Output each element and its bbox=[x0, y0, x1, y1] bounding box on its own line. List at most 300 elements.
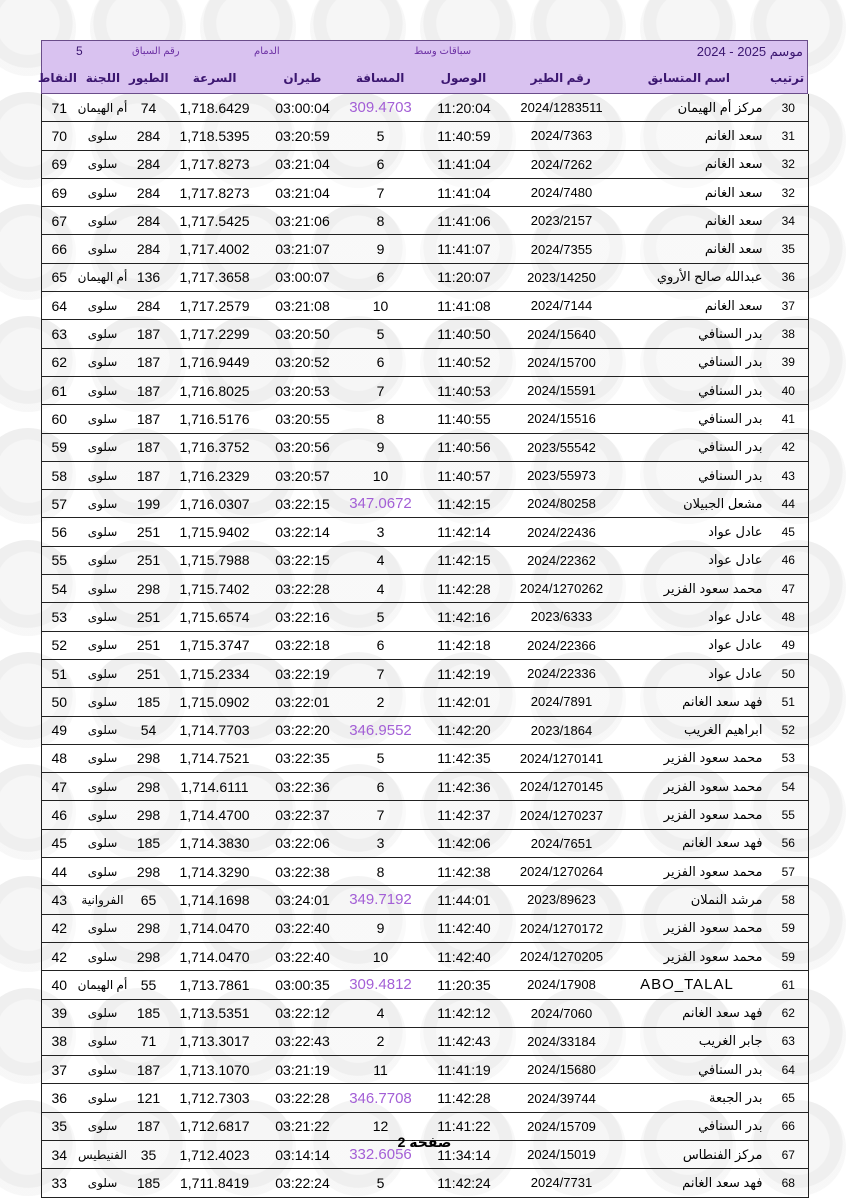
distance: 8 bbox=[345, 405, 417, 433]
rank-cell: 51 bbox=[769, 688, 809, 716]
table-row bbox=[42, 433, 809, 461]
bird-ring-number: 2024/7355 bbox=[512, 235, 612, 263]
distance: 11 bbox=[345, 1056, 417, 1084]
speed: 1,715.2334 bbox=[169, 659, 261, 687]
distance: 2 bbox=[345, 1027, 417, 1055]
committee: سلوى bbox=[77, 178, 129, 206]
table-row bbox=[42, 405, 809, 433]
col-birds: الطيور bbox=[128, 71, 169, 85]
speed: 1,713.7861 bbox=[169, 971, 261, 999]
bird-ring-number: 2024/7144 bbox=[512, 292, 612, 320]
table-row bbox=[42, 773, 809, 801]
birds-count: 251 bbox=[129, 659, 169, 687]
distance: 346.9552 bbox=[345, 716, 417, 744]
rank-cell: 64 bbox=[769, 1056, 809, 1084]
points: 53 bbox=[42, 603, 77, 631]
distance: 10 bbox=[345, 942, 417, 970]
flight-duration: 03:22:12 bbox=[261, 999, 345, 1027]
committee: سلوى bbox=[77, 575, 129, 603]
points: 49 bbox=[42, 716, 77, 744]
bird-ring-number: 2024/15700 bbox=[512, 348, 612, 376]
arrival-time: 11:40:55 bbox=[417, 405, 512, 433]
points: 59 bbox=[42, 433, 77, 461]
competitor-name: مشعل الجبيلان bbox=[612, 490, 769, 518]
bird-ring-number: 2024/1270237 bbox=[512, 801, 612, 829]
birds-count: 298 bbox=[129, 575, 169, 603]
birds-count: 298 bbox=[129, 858, 169, 886]
committee: سلوى bbox=[77, 1112, 129, 1140]
col-arrival: الوصول bbox=[440, 71, 487, 85]
arrival-time: 11:41:06 bbox=[417, 207, 512, 235]
speed: 1,717.2299 bbox=[169, 320, 261, 348]
points: 70 bbox=[42, 122, 77, 150]
committee: سلوى bbox=[77, 348, 129, 376]
speed: 1,716.8025 bbox=[169, 376, 261, 404]
rank-cell: 32 bbox=[769, 178, 809, 206]
flight-duration: 03:22:06 bbox=[261, 829, 345, 857]
points: 52 bbox=[42, 631, 77, 659]
committee: سلوى bbox=[77, 122, 129, 150]
bird-ring-number: 2024/33184 bbox=[512, 1027, 612, 1055]
bird-ring-number: 2024/7363 bbox=[512, 122, 612, 150]
speed: 1,716.0307 bbox=[169, 490, 261, 518]
distance: 309.4812 bbox=[345, 971, 417, 999]
distance: 2 bbox=[345, 688, 417, 716]
birds-count: 284 bbox=[129, 235, 169, 263]
rank-cell: 37 bbox=[769, 292, 809, 320]
points: 55 bbox=[42, 546, 77, 574]
flight-duration: 03:00:35 bbox=[261, 971, 345, 999]
competitor-name: فهد سعد الغانم bbox=[612, 999, 769, 1027]
competitor-name: مركز أم الهيمان bbox=[612, 94, 769, 122]
speed: 1,714.1698 bbox=[169, 886, 261, 914]
committee: سلوى bbox=[77, 235, 129, 263]
arrival-time: 11:42:15 bbox=[417, 546, 512, 574]
bird-ring-number: 2024/1283511 bbox=[512, 94, 612, 122]
bird-ring-number: 2024/7651 bbox=[512, 829, 612, 857]
arrival-time: 11:42:43 bbox=[417, 1027, 512, 1055]
distance: 9 bbox=[345, 235, 417, 263]
col-rank: ترتيب bbox=[770, 71, 805, 85]
rank-cell: 54 bbox=[769, 773, 809, 801]
competitor-name: عادل عواد bbox=[612, 659, 769, 687]
points: 54 bbox=[42, 575, 77, 603]
birds-count: 187 bbox=[129, 1056, 169, 1084]
competitor-name: سعد الغانم bbox=[612, 178, 769, 206]
rank-cell: 46 bbox=[769, 546, 809, 574]
committee: سلوى bbox=[77, 518, 129, 546]
rank-cell: 65 bbox=[769, 1084, 809, 1112]
competitor-name: سعد الغانم bbox=[612, 292, 769, 320]
table-row bbox=[42, 971, 809, 999]
arrival-time: 11:40:50 bbox=[417, 320, 512, 348]
bird-ring-number: 2024/7060 bbox=[512, 999, 612, 1027]
arrival-time: 11:42:36 bbox=[417, 773, 512, 801]
bird-ring-number: 2023/55542 bbox=[512, 433, 612, 461]
distance: 5 bbox=[345, 1169, 417, 1197]
flight-duration: 03:22:01 bbox=[261, 688, 345, 716]
table-row bbox=[42, 122, 809, 150]
committee: سلوى bbox=[77, 1056, 129, 1084]
committee: سلوى bbox=[77, 376, 129, 404]
birds-count: 185 bbox=[129, 688, 169, 716]
speed: 1,718.6429 bbox=[169, 94, 261, 122]
birds-count: 136 bbox=[129, 263, 169, 291]
competitor-name: بدر السنافي bbox=[612, 405, 769, 433]
competitor-name: بدر السنافي bbox=[612, 461, 769, 489]
race-type: سباقات وسط bbox=[414, 46, 472, 57]
committee: سلوى bbox=[77, 631, 129, 659]
competitor-name: بدر السنافي bbox=[612, 1056, 769, 1084]
competitor-name: محمد سعود الفزير bbox=[612, 773, 769, 801]
column-headers bbox=[37, 71, 807, 91]
speed: 1,714.7521 bbox=[169, 744, 261, 772]
points: 36 bbox=[42, 1084, 77, 1112]
competitor-name: محمد سعود الفزير bbox=[612, 801, 769, 829]
points: 56 bbox=[42, 518, 77, 546]
arrival-time: 11:40:57 bbox=[417, 461, 512, 489]
arrival-time: 11:42:12 bbox=[417, 999, 512, 1027]
birds-count: 187 bbox=[129, 1112, 169, 1140]
competitor-name: ABO_TALAL bbox=[612, 971, 769, 999]
rank-cell: 36 bbox=[769, 263, 809, 291]
points: 71 bbox=[42, 94, 77, 122]
birds-count: 121 bbox=[129, 1084, 169, 1112]
arrival-time: 11:41:22 bbox=[417, 1112, 512, 1140]
speed: 1,717.5425 bbox=[169, 207, 261, 235]
flight-duration: 03:21:04 bbox=[261, 178, 345, 206]
arrival-time: 11:42:40 bbox=[417, 914, 512, 942]
bird-ring-number: 2023/55973 bbox=[512, 461, 612, 489]
points: 61 bbox=[42, 376, 77, 404]
bird-ring-number: 2024/15709 bbox=[512, 1112, 612, 1140]
birds-count: 185 bbox=[129, 1169, 169, 1197]
distance: 309.4703 bbox=[345, 94, 417, 122]
competitor-name: جابر الغريب bbox=[612, 1027, 769, 1055]
rank-cell: 32 bbox=[769, 150, 809, 178]
competitor-name: محمد سعود الفزير bbox=[612, 914, 769, 942]
table-row bbox=[42, 461, 809, 489]
speed: 1,715.0902 bbox=[169, 688, 261, 716]
col-speed: السرعة bbox=[192, 71, 237, 85]
distance: 4 bbox=[345, 546, 417, 574]
bird-ring-number: 2024/39744 bbox=[512, 1084, 612, 1112]
points: 50 bbox=[42, 688, 77, 716]
competitor-name: سعد الغانم bbox=[612, 150, 769, 178]
points: 67 bbox=[42, 207, 77, 235]
competitor-name: بدر السنافي bbox=[612, 348, 769, 376]
distance: 10 bbox=[345, 461, 417, 489]
flight-duration: 03:20:59 bbox=[261, 122, 345, 150]
committee: سلوى bbox=[77, 744, 129, 772]
birds-count: 251 bbox=[129, 546, 169, 574]
competitor-name: عادل عواد bbox=[612, 631, 769, 659]
col-flight: طيران bbox=[283, 71, 322, 85]
bird-ring-number: 2023/14250 bbox=[512, 263, 612, 291]
competitor-name: سعد الغانم bbox=[612, 207, 769, 235]
competitor-name: محمد سعود الفزير bbox=[612, 942, 769, 970]
arrival-time: 11:42:28 bbox=[417, 575, 512, 603]
distance: 9 bbox=[345, 433, 417, 461]
table-row bbox=[42, 744, 809, 772]
arrival-time: 11:42:38 bbox=[417, 858, 512, 886]
speed: 1,718.5395 bbox=[169, 122, 261, 150]
distance: 347.0672 bbox=[345, 490, 417, 518]
committee: سلوى bbox=[77, 801, 129, 829]
speed: 1,712.7303 bbox=[169, 1084, 261, 1112]
speed: 1,713.3017 bbox=[169, 1027, 261, 1055]
flight-duration: 03:22:14 bbox=[261, 518, 345, 546]
distance: 4 bbox=[345, 999, 417, 1027]
speed: 1,714.4700 bbox=[169, 801, 261, 829]
distance: 5 bbox=[345, 744, 417, 772]
rank-cell: 38 bbox=[769, 320, 809, 348]
rank-cell: 50 bbox=[769, 659, 809, 687]
committee: سلوى bbox=[77, 546, 129, 574]
committee: سلوى bbox=[77, 603, 129, 631]
birds-count: 187 bbox=[129, 376, 169, 404]
table-row bbox=[42, 716, 809, 744]
flight-duration: 03:21:04 bbox=[261, 150, 345, 178]
table-row bbox=[42, 631, 809, 659]
race-city: الدمام bbox=[254, 46, 280, 57]
bird-ring-number: 2024/22362 bbox=[512, 546, 612, 574]
arrival-time: 11:42:01 bbox=[417, 688, 512, 716]
rank-cell: 39 bbox=[769, 348, 809, 376]
rank-cell: 41 bbox=[769, 405, 809, 433]
rank-cell: 58 bbox=[769, 886, 809, 914]
arrival-time: 11:20:35 bbox=[417, 971, 512, 999]
committee: سلوى bbox=[77, 688, 129, 716]
points: 69 bbox=[42, 178, 77, 206]
distance: 346.7708 bbox=[345, 1084, 417, 1112]
points: 46 bbox=[42, 801, 77, 829]
table-row bbox=[42, 263, 809, 291]
bird-ring-number: 2024/1270264 bbox=[512, 858, 612, 886]
speed: 1,715.9402 bbox=[169, 518, 261, 546]
flight-duration: 03:21:08 bbox=[261, 292, 345, 320]
competitor-name: عادل عواد bbox=[612, 603, 769, 631]
points: 60 bbox=[42, 405, 77, 433]
bird-ring-number: 2024/1270145 bbox=[512, 773, 612, 801]
rank-cell: 45 bbox=[769, 518, 809, 546]
points: 38 bbox=[42, 1027, 77, 1055]
distance: 9 bbox=[345, 914, 417, 942]
col-committee: اللجنة bbox=[85, 71, 121, 85]
birds-count: 185 bbox=[129, 999, 169, 1027]
table-row bbox=[42, 688, 809, 716]
birds-count: 298 bbox=[129, 744, 169, 772]
birds-count: 187 bbox=[129, 320, 169, 348]
committee: سلوى bbox=[77, 405, 129, 433]
points: 69 bbox=[42, 150, 77, 178]
points: 35 bbox=[42, 1112, 77, 1140]
birds-count: 251 bbox=[129, 631, 169, 659]
committee: أم الهيمان bbox=[77, 971, 129, 999]
bird-ring-number: 2023/1864 bbox=[512, 716, 612, 744]
table-row bbox=[42, 376, 809, 404]
bird-ring-number: 2024/1270172 bbox=[512, 914, 612, 942]
arrival-time: 11:40:52 bbox=[417, 348, 512, 376]
rank-cell: 61 bbox=[769, 971, 809, 999]
distance: 7 bbox=[345, 178, 417, 206]
birds-count: 298 bbox=[129, 914, 169, 942]
points: 43 bbox=[42, 886, 77, 914]
points: 48 bbox=[42, 744, 77, 772]
flight-duration: 03:22:24 bbox=[261, 1169, 345, 1197]
speed: 1,712.6817 bbox=[169, 1112, 261, 1140]
arrival-time: 11:34:14 bbox=[417, 1140, 512, 1168]
arrival-time: 11:44:01 bbox=[417, 886, 512, 914]
speed: 1,716.9449 bbox=[169, 348, 261, 376]
speed: 1,714.0470 bbox=[169, 942, 261, 970]
table-row bbox=[42, 1027, 809, 1055]
bird-ring-number: 2024/17908 bbox=[512, 971, 612, 999]
bird-ring-number: 2024/15591 bbox=[512, 376, 612, 404]
birds-count: 251 bbox=[129, 603, 169, 631]
bird-ring-number: 2024/7891 bbox=[512, 688, 612, 716]
committee: الفنيطيس bbox=[77, 1140, 129, 1168]
speed: 1,717.2579 bbox=[169, 292, 261, 320]
competitor-name: بدر السنافي bbox=[612, 1112, 769, 1140]
committee: سلوى bbox=[77, 1084, 129, 1112]
bird-ring-number: 2024/7480 bbox=[512, 178, 612, 206]
competitor-name: محمد سعود الفزير bbox=[612, 858, 769, 886]
flight-duration: 03:22:36 bbox=[261, 773, 345, 801]
distance: 4 bbox=[345, 575, 417, 603]
distance: 332.6056 bbox=[345, 1140, 417, 1168]
rank-cell: 43 bbox=[769, 461, 809, 489]
table-row bbox=[42, 801, 809, 829]
distance: 5 bbox=[345, 320, 417, 348]
bird-ring-number: 2024/22366 bbox=[512, 631, 612, 659]
birds-count: 54 bbox=[129, 716, 169, 744]
speed: 1,711.8419 bbox=[169, 1169, 261, 1197]
committee: سلوى bbox=[77, 150, 129, 178]
speed: 1,713.5351 bbox=[169, 999, 261, 1027]
points: 39 bbox=[42, 999, 77, 1027]
distance: 6 bbox=[345, 631, 417, 659]
col-name: اسم المتسابق bbox=[647, 71, 730, 85]
committee: سلوى bbox=[77, 1027, 129, 1055]
competitor-name: عبدالله صالح الأروي bbox=[612, 263, 769, 291]
speed: 1,715.6574 bbox=[169, 603, 261, 631]
competitor-name: مركز الفنطاس bbox=[612, 1140, 769, 1168]
birds-count: 187 bbox=[129, 348, 169, 376]
bird-ring-number: 2023/6333 bbox=[512, 603, 612, 631]
bird-ring-number: 2023/89623 bbox=[512, 886, 612, 914]
speed: 1,717.8273 bbox=[169, 178, 261, 206]
points: 34 bbox=[42, 1140, 77, 1168]
report-header bbox=[37, 40, 808, 94]
table-row bbox=[42, 546, 809, 574]
table-row bbox=[42, 178, 809, 206]
rank-cell: 67 bbox=[769, 1140, 809, 1168]
points: 51 bbox=[42, 659, 77, 687]
competitor-name: بدر السنافي bbox=[612, 376, 769, 404]
rank-cell: 40 bbox=[769, 376, 809, 404]
bird-ring-number: 2024/15680 bbox=[512, 1056, 612, 1084]
distance: 7 bbox=[345, 376, 417, 404]
table-row bbox=[42, 94, 809, 122]
table-row bbox=[42, 914, 809, 942]
speed: 1,714.7703 bbox=[169, 716, 261, 744]
flight-duration: 03:22:28 bbox=[261, 575, 345, 603]
distance: 12 bbox=[345, 1112, 417, 1140]
birds-count: 71 bbox=[129, 1027, 169, 1055]
rank-cell: 44 bbox=[769, 490, 809, 518]
bird-ring-number: 2024/7731 bbox=[512, 1169, 612, 1197]
flight-duration: 03:20:55 bbox=[261, 405, 345, 433]
flight-duration: 03:00:07 bbox=[261, 263, 345, 291]
arrival-time: 11:42:14 bbox=[417, 518, 512, 546]
table-row bbox=[42, 942, 809, 970]
speed: 1,714.6111 bbox=[169, 773, 261, 801]
table-row bbox=[42, 490, 809, 518]
competitor-name: محمد سعود الفزير bbox=[612, 744, 769, 772]
competitor-name: سعد الغانم bbox=[612, 122, 769, 150]
flight-duration: 03:24:01 bbox=[261, 886, 345, 914]
speed: 1,714.0470 bbox=[169, 914, 261, 942]
speed: 1,717.4002 bbox=[169, 235, 261, 263]
committee: سلوى bbox=[77, 433, 129, 461]
rank-cell: 53 bbox=[769, 744, 809, 772]
speed: 1,716.2329 bbox=[169, 461, 261, 489]
distance: 6 bbox=[345, 150, 417, 178]
committee: سلوى bbox=[77, 461, 129, 489]
rank-cell: 56 bbox=[769, 829, 809, 857]
points: 64 bbox=[42, 292, 77, 320]
speed: 1,717.3658 bbox=[169, 263, 261, 291]
competitor-name: بدر السنافي bbox=[612, 320, 769, 348]
speed: 1,717.8273 bbox=[169, 150, 261, 178]
flight-duration: 03:21:06 bbox=[261, 207, 345, 235]
flight-duration: 03:22:35 bbox=[261, 744, 345, 772]
speed: 1,715.7402 bbox=[169, 575, 261, 603]
competitor-name: ابراهيم الغريب bbox=[612, 716, 769, 744]
flight-duration: 03:22:20 bbox=[261, 716, 345, 744]
distance: 5 bbox=[345, 122, 417, 150]
flight-duration: 03:22:40 bbox=[261, 942, 345, 970]
points: 40 bbox=[42, 971, 77, 999]
bird-ring-number: 2023/2157 bbox=[512, 207, 612, 235]
committee: سلوى bbox=[77, 207, 129, 235]
points: 65 bbox=[42, 263, 77, 291]
points: 42 bbox=[42, 914, 77, 942]
distance: 349.7192 bbox=[345, 886, 417, 914]
results-sheet bbox=[37, 40, 808, 1198]
speed: 1,715.3747 bbox=[169, 631, 261, 659]
arrival-time: 11:42:40 bbox=[417, 942, 512, 970]
arrival-time: 11:42:19 bbox=[417, 659, 512, 687]
rank-cell: 48 bbox=[769, 603, 809, 631]
col-ring: رقم الطير bbox=[530, 71, 591, 85]
table-row bbox=[42, 150, 809, 178]
distance: 6 bbox=[345, 348, 417, 376]
arrival-time: 11:42:37 bbox=[417, 801, 512, 829]
committee: أم الهيمان bbox=[77, 263, 129, 291]
points: 44 bbox=[42, 858, 77, 886]
rank-cell: 63 bbox=[769, 1027, 809, 1055]
points: 37 bbox=[42, 1056, 77, 1084]
birds-count: 199 bbox=[129, 490, 169, 518]
rank-cell: 31 bbox=[769, 122, 809, 150]
distance: 7 bbox=[345, 659, 417, 687]
rank-cell: 57 bbox=[769, 858, 809, 886]
table-row bbox=[42, 1169, 809, 1197]
flight-duration: 03:20:52 bbox=[261, 348, 345, 376]
arrival-time: 11:41:07 bbox=[417, 235, 512, 263]
